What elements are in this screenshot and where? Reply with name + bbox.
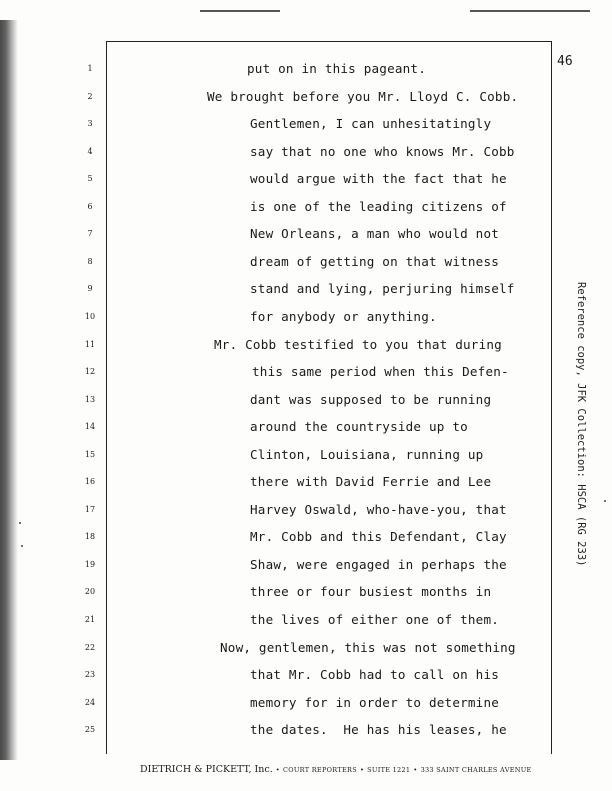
line-number: 9 [87,284,93,294]
line-number: 22 [84,642,96,652]
transcript-line: Gentlemen, I can unhesitatingly [250,116,492,132]
line-number: 16 [84,477,96,487]
transcript-line: Harvey Oswald, who-have-you, that [250,501,507,517]
line-number: 4 [87,146,93,156]
transcript-line: Mr. Cobb testified to you that during [214,336,502,352]
scan-edge-shadow [0,20,18,760]
line-number: 10 [84,311,96,321]
footer-sep-1: • [275,766,280,774]
transcript-line: Clinton, Louisiana, running up [250,446,484,462]
transcript-line: Mr. Cobb and this Defendant, Clay [250,529,507,545]
line-number: 21 [84,615,96,624]
transcript-line: there with David Ferrie and Lee [250,474,492,490]
line-number: 5 [87,174,93,184]
scan-speck [604,500,606,502]
transcript-line: dant was supposed to be running [250,391,492,407]
footer-suite: SUITE 1221 [367,766,411,774]
transcript-line: dream of getting on that witness [250,253,500,269]
line-number: 6 [87,201,93,211]
top-rule-right [470,10,590,12]
footer-sep-3: • [413,766,418,774]
line-number: 24 [84,697,96,707]
footer-address: 333 SAINT CHARLES AVENUE [420,766,532,774]
page-number: 46 [557,54,573,69]
transcript-line: around the countryside up to [250,419,468,435]
line-number: 13 [84,394,96,404]
line-number: 18 [84,532,96,542]
transcript-line: We brought before you Mr. Lloyd C. Cobb. [207,88,519,104]
page-footer [140,764,560,775]
transcript-line: this same period when this Defen- [252,364,509,380]
footer-court-reporters: COURT REPORTERS [282,766,357,774]
transcript-line: the lives of either one of them. [250,612,500,627]
line-number: 15 [84,449,96,459]
transcript-line: would argue with the fact that he [250,171,507,187]
transcript-line: memory for in order to determine [250,694,500,710]
footer-firm: DIETRICH & PICKETT, Inc. [140,764,273,775]
scan-speck [19,522,21,524]
line-number: 23 [84,670,96,680]
scan-speck [21,545,23,547]
line-number: 3 [87,119,93,129]
line-number: 12 [84,367,96,377]
transcript-line: put on in this pageant. [247,61,426,76]
line-number: 17 [84,504,96,514]
top-rule-left [200,10,280,12]
transcript-line: Shaw, were engaged in perhaps the [250,556,507,572]
line-number: 1 [87,64,93,73]
line-number: 11 [84,339,96,349]
transcript-line: Now, gentlemen, this was not something [220,639,516,655]
archive-stamp: Reference copy, JFK Collection: HSCA (RG 233) [575,282,587,567]
transcript-line: is one of the leading citizens of [250,198,507,214]
transcript-line: New Orleans, a man who would not [250,226,500,242]
line-number: 8 [87,256,93,266]
line-number: 25 [84,725,96,735]
line-number: 2 [87,91,93,101]
line-number: 7 [87,229,93,239]
footer-sep-2: • [360,766,365,774]
transcript-line: that Mr. Cobb had to call on his [250,667,500,683]
line-number: 14 [84,422,96,432]
transcript-line: the dates. He has his leases, he [250,722,507,738]
transcript-line: three or four busiest months in [250,584,492,600]
transcript-line: say that no one who knows Mr. Cobb [250,143,515,159]
transcript-line: stand and lying, perjuring himself [250,281,515,297]
transcript-line: for anybody or anything. [250,308,437,324]
line-number: 19 [84,559,96,569]
line-number: 20 [84,587,96,597]
